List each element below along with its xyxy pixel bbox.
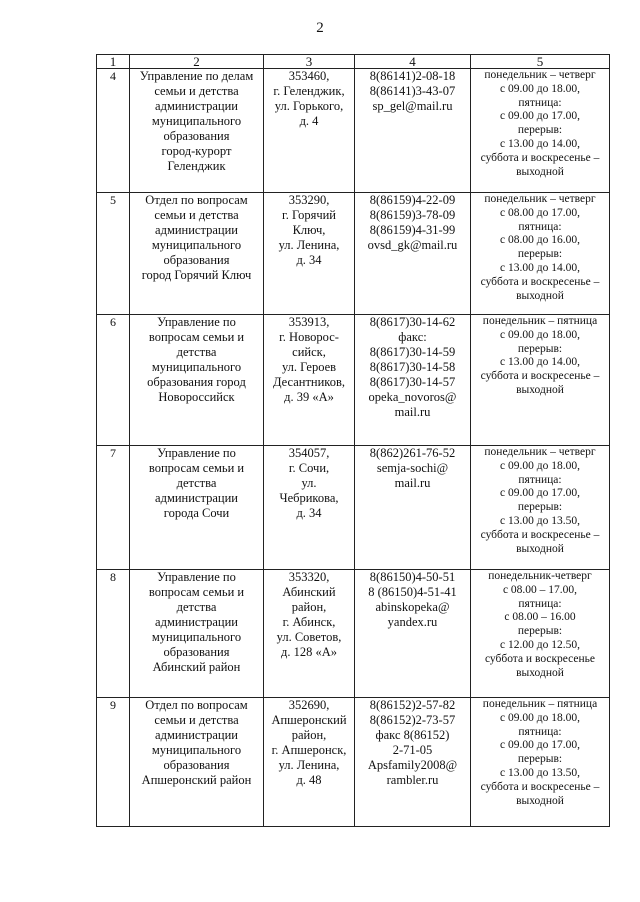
hours-line: суббота и воскресенье xyxy=(484,652,596,665)
hours-line: выходной xyxy=(516,165,564,178)
address-line: г. Геленджик, xyxy=(273,84,345,98)
org-name-line: Отдел по вопросам xyxy=(145,193,248,207)
hours-line: пятница: xyxy=(518,96,562,109)
address-line: г. Сочи, xyxy=(288,461,330,475)
address-cell xyxy=(264,698,355,827)
hours-line: понедельник – четверг xyxy=(484,69,596,81)
contact-line: abinskopeka@ xyxy=(375,600,450,614)
address-line: ул. xyxy=(301,476,317,490)
org-name-line: образования xyxy=(163,253,230,267)
organization-name-cell xyxy=(130,193,264,315)
org-name-line: Управление по xyxy=(157,570,236,584)
org-name-line: образования xyxy=(163,645,230,659)
hours-line: понедельник – четверг xyxy=(484,446,596,458)
address-line: ул. Горького, xyxy=(274,99,344,113)
hours-line: суббота и воскресенье – xyxy=(480,780,600,793)
contact-line: mail.ru xyxy=(394,476,431,490)
hours-line: понедельник – четверг xyxy=(484,193,596,205)
org-name-line: детства xyxy=(176,476,217,490)
address-line: 353460, xyxy=(288,69,330,83)
row-number: 7 xyxy=(97,446,130,570)
contact-line: 8(86141)3-43-07 xyxy=(369,84,456,98)
hours-line: с 08.00 – 17.00, xyxy=(502,583,578,596)
hours-line: с 08.00 до 17.00, xyxy=(500,206,580,219)
working-hours-cell xyxy=(471,698,610,827)
hours-line: с 09.00 до 18.00, xyxy=(500,711,580,724)
organization-name-cell xyxy=(130,446,264,570)
address-line: г. Новорос- xyxy=(279,330,339,344)
hours-line: пятница: xyxy=(518,220,562,233)
org-name-line: Управление по xyxy=(157,315,236,329)
hours-line: с 09.00 до 17.00, xyxy=(500,739,580,752)
working-hours-cell xyxy=(471,570,610,698)
address-line: г. Абинск, xyxy=(282,615,336,629)
row-number: 6 xyxy=(97,315,130,446)
org-name-line: вопросам семьи и xyxy=(148,461,245,475)
hours-line: суббота и воскресенье – xyxy=(480,528,600,541)
column-header: 4 xyxy=(355,55,471,69)
address-cell xyxy=(264,69,355,193)
hours-line: суббота и воскресенье – xyxy=(480,370,600,383)
table-row xyxy=(97,69,610,193)
contacts-cell xyxy=(355,570,471,698)
hours-line: понедельник – пятница xyxy=(482,315,598,327)
contact-line: факс 8(86152) xyxy=(375,728,450,742)
address-line: Ключ, xyxy=(292,223,326,237)
address-line: ул. Героев xyxy=(281,360,337,374)
address-line: 353320, xyxy=(288,570,330,584)
org-name-line: Абинский район xyxy=(152,660,241,674)
address-line: д. 34 xyxy=(296,253,322,267)
org-name-line: Управление по xyxy=(157,446,236,460)
org-name-line: семьи и детства xyxy=(154,84,239,98)
address-line: г. Горячий xyxy=(281,208,336,222)
address-line: район, xyxy=(291,600,327,614)
org-name-line: вопросам семьи и xyxy=(148,585,245,599)
org-name-line: образования город xyxy=(147,375,246,389)
table-row xyxy=(97,698,610,827)
hours-line: суббота и воскресенье – xyxy=(480,275,600,288)
contact-line: ovsd_gk@mail.ru xyxy=(367,238,458,252)
org-name-line: администрации xyxy=(155,615,238,629)
org-name-line: вопросам семьи и xyxy=(148,330,245,344)
contact-line: semja-sochi@ xyxy=(376,461,449,475)
address-line: ул. Советов, xyxy=(276,630,342,644)
contact-line: Apsfamily2008@ xyxy=(367,758,458,772)
hours-line: выходной xyxy=(516,542,564,555)
address-line: д. 128 «А» xyxy=(280,645,337,659)
hours-line: выходной xyxy=(516,666,564,679)
row-number: 8 xyxy=(97,570,130,698)
hours-line: с 09.00 до 18.00, xyxy=(500,328,580,341)
address-line: д. 34 xyxy=(296,506,322,520)
address-line: д. 39 «А» xyxy=(284,390,334,404)
address-line: д. 4 xyxy=(299,114,319,128)
hours-line: с 13.00 до 13.50, xyxy=(500,514,580,527)
org-name-line: семьи и детства xyxy=(154,208,239,222)
org-name-line: семьи и детства xyxy=(154,713,239,727)
column-header: 5 xyxy=(471,55,610,69)
org-name-line: муниципального xyxy=(151,630,242,644)
hours-line: выходной xyxy=(516,794,564,807)
contact-line: sp_gel@mail.ru xyxy=(372,99,453,113)
hours-line: перерыв: xyxy=(517,248,563,261)
address-line: д. 48 xyxy=(296,773,322,787)
working-hours-cell xyxy=(471,446,610,570)
working-hours-cell xyxy=(471,315,610,446)
address-line: г. Апшеронск, xyxy=(271,743,347,757)
org-name-line: образования xyxy=(163,758,230,772)
hours-line: с 09.00 до 18.00, xyxy=(500,459,580,472)
hours-line: с 09.00 до 18.00, xyxy=(500,82,580,95)
address-line: 353290, xyxy=(288,193,330,207)
address-cell xyxy=(264,193,355,315)
contacts-cell xyxy=(355,315,471,446)
address-line: Абинский xyxy=(282,585,336,599)
contact-line: 8(862)261-76-52 xyxy=(369,446,456,460)
row-number: 5 xyxy=(97,193,130,315)
organization-name-cell xyxy=(130,698,264,827)
hours-line: с 12.00 до 12.50, xyxy=(500,638,580,651)
contact-line: 8(86141)2-08-18 xyxy=(369,69,456,83)
org-name-line: муниципального xyxy=(151,743,242,757)
hours-line: понедельник-четверг xyxy=(488,570,592,582)
hours-line: пятница: xyxy=(518,473,562,486)
org-name-line: Апшеронский район xyxy=(141,773,252,787)
hours-line: с 08.00 – 16.00 xyxy=(504,611,576,624)
org-name-line: администрации xyxy=(155,99,238,113)
contact-line: 8(86150)4-50-51 xyxy=(369,570,456,584)
org-name-line: муниципального xyxy=(151,114,242,128)
hours-line: с 08.00 до 16.00, xyxy=(500,234,580,247)
column-header: 1 xyxy=(97,55,130,69)
row-number: 4 xyxy=(97,69,130,193)
table-row xyxy=(97,570,610,698)
contact-line: mail.ru xyxy=(394,405,431,419)
org-name-line: Новороссийск xyxy=(158,390,235,404)
org-name-line: детства xyxy=(176,600,217,614)
contacts-cell xyxy=(355,698,471,827)
row-number: 9 xyxy=(97,698,130,827)
org-name-line: муниципального xyxy=(151,360,242,374)
address-line: район, xyxy=(291,728,327,742)
hours-line: с 13.00 до 14.00, xyxy=(500,137,580,150)
organization-name-cell xyxy=(130,570,264,698)
address-line: сийск, xyxy=(292,345,326,359)
org-name-line: детства xyxy=(176,345,217,359)
contact-line: 8(8617)30-14-57 xyxy=(369,375,456,389)
org-name-line: администрации xyxy=(155,491,238,505)
org-name-line: Геленджик xyxy=(167,159,226,173)
contact-line: 8 (86150)4-51-41 xyxy=(368,585,457,599)
table-body xyxy=(97,69,610,827)
contact-line: 8(8617)30-14-58 xyxy=(369,360,456,374)
table-row xyxy=(97,446,610,570)
hours-line: перерыв: xyxy=(517,342,563,355)
contacts-cell xyxy=(355,446,471,570)
org-name-line: город-курорт xyxy=(161,144,232,158)
address-line: 354057, xyxy=(288,446,330,460)
working-hours-cell xyxy=(471,193,610,315)
org-name-line: администрации xyxy=(155,728,238,742)
address-line: 352690, xyxy=(288,698,330,712)
org-name-line: Отдел по вопросам xyxy=(145,698,248,712)
contact-line: opeka_novoros@ xyxy=(368,390,457,404)
hours-line: перерыв: xyxy=(517,501,563,514)
org-name-line: города Сочи xyxy=(163,506,230,520)
table-row xyxy=(97,193,610,315)
hours-line: суббота и воскресенье – xyxy=(480,151,600,164)
address-line: Десантников, xyxy=(272,375,346,389)
page-number: 2 xyxy=(316,20,324,36)
org-name-line: администрации xyxy=(155,223,238,237)
contact-line: yandex.ru xyxy=(387,615,438,629)
hours-line: с 13.00 до 13.50, xyxy=(500,766,580,779)
contact-line: 8(86159)4-22-09 xyxy=(369,193,456,207)
address-line: 353913, xyxy=(288,315,330,329)
org-name-line: образования xyxy=(163,129,230,143)
address-line: ул. Ленина, xyxy=(278,238,340,252)
address-cell xyxy=(264,570,355,698)
contact-line: rambler.ru xyxy=(386,773,439,787)
hours-line: перерыв: xyxy=(517,625,563,638)
contact-line: 2-71-05 xyxy=(392,743,433,757)
org-name-line: город Горячий Ключ xyxy=(141,268,252,282)
table-row xyxy=(97,315,610,446)
hours-line: с 13.00 до 14.00, xyxy=(500,356,580,369)
organization-name-cell xyxy=(130,69,264,193)
column-header: 2 xyxy=(130,55,264,69)
working-hours-cell xyxy=(471,69,610,193)
hours-line: перерыв: xyxy=(517,124,563,137)
address-line: Апшеронский xyxy=(271,713,347,727)
hours-line: понедельник – пятница xyxy=(482,698,598,710)
hours-line: пятница: xyxy=(518,597,562,610)
contacts-table xyxy=(96,54,610,827)
contacts-cell xyxy=(355,193,471,315)
org-name-line: Управление по делам xyxy=(139,69,254,83)
hours-line: с 09.00 до 17.00, xyxy=(500,487,580,500)
header-row xyxy=(97,55,610,69)
column-header: 3 xyxy=(264,55,355,69)
hours-line: пятница: xyxy=(518,725,562,738)
hours-line: с 13.00 до 14.00, xyxy=(500,261,580,274)
hours-line: перерыв: xyxy=(517,753,563,766)
address-line: Чебрикова, xyxy=(279,491,339,505)
address-cell xyxy=(264,315,355,446)
contact-line: факс: xyxy=(398,330,427,344)
organization-name-cell xyxy=(130,315,264,446)
hours-line: с 09.00 до 17.00, xyxy=(500,110,580,123)
contact-line: 8(8617)30-14-62 xyxy=(369,315,456,329)
contact-line: 8(8617)30-14-59 xyxy=(369,345,456,359)
contact-line: 8(86152)2-73-57 xyxy=(369,713,456,727)
contact-line: 8(86159)3-78-09 xyxy=(369,208,456,222)
org-name-line: муниципального xyxy=(151,238,242,252)
address-line: ул. Ленина, xyxy=(278,758,340,772)
contact-line: 8(86152)2-57-82 xyxy=(369,698,456,712)
contacts-cell xyxy=(355,69,471,193)
address-cell xyxy=(264,446,355,570)
hours-line: выходной xyxy=(516,289,564,302)
contact-line: 8(86159)4-31-99 xyxy=(369,223,456,237)
hours-line: выходной xyxy=(516,383,564,396)
